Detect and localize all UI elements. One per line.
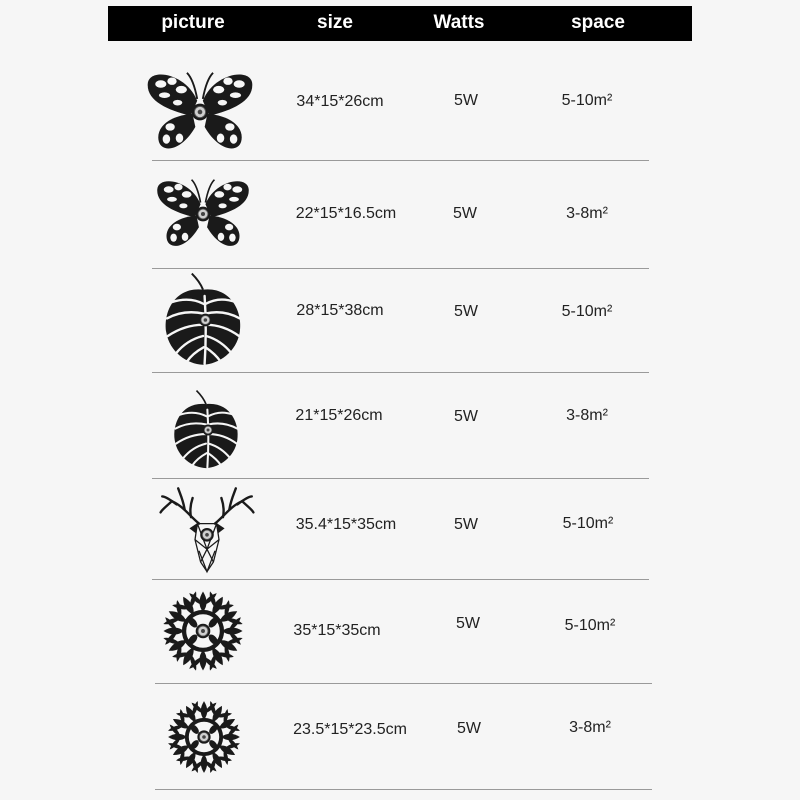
header-size: size xyxy=(317,12,353,33)
watts-value: 5W xyxy=(453,205,477,222)
row-divider xyxy=(152,579,649,580)
size-value: 22*15*16.5cm xyxy=(295,205,397,222)
watts-value: 5W xyxy=(454,516,478,533)
row-divider xyxy=(152,372,649,373)
deer-head-lamp-icon xyxy=(159,485,255,575)
watts-value: 5W xyxy=(454,92,478,109)
size-value: 34*15*26cm xyxy=(296,93,384,110)
size-value: 28*15*38cm xyxy=(296,302,384,319)
size-value: 35.4*15*35cm xyxy=(295,516,397,533)
row-divider xyxy=(152,268,649,269)
space-value: 5-10m² xyxy=(564,617,616,634)
space-value: 3-8m² xyxy=(569,719,611,736)
size-value: 21*15*26cm xyxy=(295,407,383,424)
space-value: 5-10m² xyxy=(561,303,613,320)
header-watts: Watts xyxy=(433,12,485,33)
header-picture: picture xyxy=(161,12,225,33)
row-divider xyxy=(155,789,652,790)
row-divider xyxy=(152,160,649,161)
watts-value: 5W xyxy=(454,303,478,320)
watts-value: 5W xyxy=(454,408,478,425)
floral-wreath-lamp-icon xyxy=(165,698,243,776)
space-value: 3-8m² xyxy=(566,407,608,424)
monstera-leaf-lamp-icon xyxy=(163,272,243,368)
table-header xyxy=(108,6,692,41)
space-value: 3-8m² xyxy=(566,205,608,222)
butterfly-lamp-icon xyxy=(144,68,256,156)
watts-value: 5W xyxy=(457,720,481,737)
space-value: 5-10m² xyxy=(562,515,614,532)
row-divider xyxy=(152,478,649,479)
row-divider xyxy=(155,683,652,684)
monstera-leaf-lamp-icon xyxy=(172,389,240,471)
size-value: 35*15*35cm xyxy=(293,622,381,639)
header-space: space xyxy=(571,12,625,33)
space-value: 5-10m² xyxy=(561,92,613,109)
butterfly-lamp-icon xyxy=(154,176,252,252)
watts-value: 5W xyxy=(456,615,480,632)
size-value: 23.5*15*23.5cm xyxy=(293,721,407,738)
floral-wreath-lamp-icon xyxy=(160,588,246,674)
